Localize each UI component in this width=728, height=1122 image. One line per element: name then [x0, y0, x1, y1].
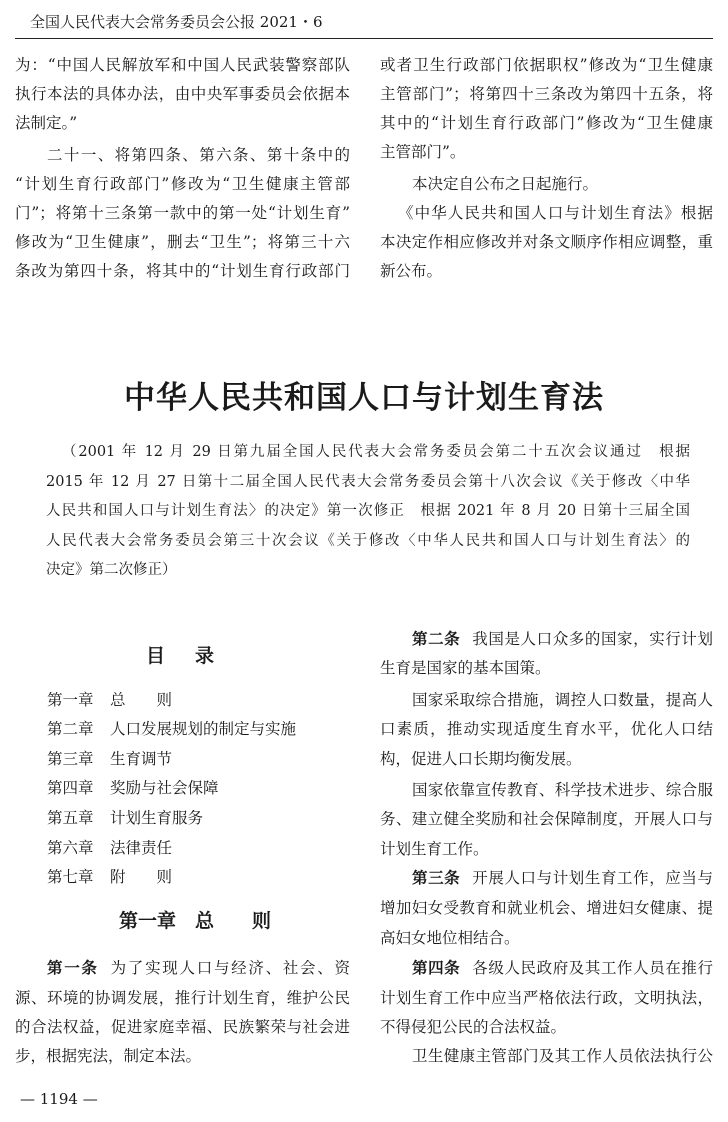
text-line: 或者卫生行政部门依据职权”修改为“卫生健康 — [380, 56, 713, 74]
article-line: 国家采取综合措施，调控人口数量，提高人 — [412, 691, 713, 709]
article-line: 构，促进人口长期均衡发展。 — [380, 750, 582, 768]
article-line — [412, 956, 713, 980]
toc-chapter: 第三章 — [47, 750, 94, 768]
article-line — [47, 956, 350, 980]
toc-title: 奖励与社会保障 — [110, 779, 219, 797]
article-line: 不得侵犯公民的合法权益。 — [380, 1018, 567, 1036]
text-line: 主管部门”。 — [380, 143, 466, 161]
header-rule — [15, 38, 713, 39]
subtitle-line: 2015 年 12 月 27 日第十二届全国人民代表大会常务委员会第十八次会议《关于修改〈中华 — [46, 474, 690, 490]
article-text: 各级人民政府及其工作人员在推行 — [472, 959, 713, 977]
article-text: 开展人口与计划生育工作，应当与 — [472, 869, 713, 887]
text-line: 本决定自公布之日起施行。 — [412, 175, 599, 193]
text-line: “计划生育行政部门”修改为“卫生健康主管部 — [15, 175, 350, 193]
article-label: 第二条 — [412, 630, 461, 648]
text-line: 《中华人民共和国人口与计划生育法》根据 — [398, 204, 713, 222]
article-line: 高妇女地位相结合。 — [380, 929, 520, 947]
text-line: 门”；将第十三条第一款中的第一处“计划生育” — [15, 204, 350, 222]
toc-title: 人口发展规划的制定与实施 — [110, 720, 297, 738]
toc-chapter: 第二章 — [47, 720, 94, 738]
text-line: 条改为第四十条，将其中的“计划生育行政部门 — [15, 262, 350, 280]
toc-chapter: 第五章 — [47, 809, 94, 827]
toc-item — [47, 747, 172, 771]
article-line: 口素质，推动实现适度生育水平，优化人口结 — [380, 720, 713, 738]
article-label: 第一条 — [47, 959, 99, 977]
article-line — [412, 866, 713, 890]
toc-title: 生育调节 — [110, 750, 173, 768]
article-line: 增加妇女受教育和就业机会、增进妇女健康、提 — [380, 899, 713, 917]
text-line: 为：“中国人民解放军和中国人民武装警察部队 — [15, 56, 350, 74]
subtitle-line: 人民共和国人口与计划生育法〉的决定》第一次修正 根据 2021 年 8 月 20 日第十三届全国 — [46, 503, 690, 519]
toc-title: 计划生育服务 — [110, 809, 204, 827]
article-line: 务、建立健全奖励和社会保障制度，开展人口与 — [380, 810, 713, 828]
chapter-heading: 第一章 总 则 — [118, 910, 271, 932]
subtitle-line: 人民代表大会常务委员会第三十次会议《关于修改〈中华人民共和国人口与计划生育法〉的 — [46, 533, 690, 549]
toc-heading: 目录 — [145, 645, 244, 667]
toc-item — [47, 865, 172, 889]
toc-item — [47, 717, 296, 741]
toc-item — [47, 806, 203, 830]
law-title: 中华人民共和国人口与计划生育法 — [124, 380, 604, 416]
toc-title: 法律责任 — [110, 839, 173, 857]
subtitle-line: 决定》第二次修正） — [46, 562, 177, 578]
text-line: 法制定。” — [15, 114, 78, 132]
text-line: 其中的“计划生育行政部门”修改为“卫生健康 — [380, 114, 713, 132]
page-number: — 1194 — — [20, 1090, 98, 1108]
text-line: 新公布。 — [380, 262, 443, 280]
article-label: 第三条 — [412, 869, 461, 887]
article-line: 步，根据宪法，制定本法。 — [15, 1047, 202, 1065]
article-line: 计划生育工作。 — [380, 840, 489, 858]
toc-title: 附 则 — [110, 868, 173, 886]
article-line: 的合法权益，促进家庭幸福、民族繁荣与社会进 — [15, 1018, 350, 1036]
article-text: 为了实现人口与经济、社会、资 — [110, 959, 350, 977]
toc-title: 总 则 — [110, 691, 173, 709]
journal-header: 全国人民代表大会常务委员会公报 2021・6 — [30, 13, 323, 31]
text-line: 主管部门”；将第四十三条改为第四十五条，将 — [380, 85, 713, 103]
toc-chapter: 第四章 — [47, 779, 94, 797]
text-line: 执行本法的具体办法，由中央军事委员会依据本 — [15, 85, 350, 103]
article-line: 卫生健康主管部门及其工作人员依法执行公 — [412, 1047, 713, 1065]
text-line: 二十一、将第四条、第六条、第十条中的 — [47, 146, 350, 164]
subtitle-line: （2001 年 12 月 29 日第九届全国人民代表大会常务委员会第二十五次会议通过 根据 — [62, 444, 690, 460]
article-text: 我国是人口众多的国家，实行计划 — [472, 630, 713, 648]
toc-item — [47, 688, 172, 712]
article-line: 国家依靠宣传教育、科学技术进步、综合服 — [412, 781, 713, 799]
text-line: 本决定作相应修改并对条文顺序作相应调整，重 — [380, 233, 713, 251]
article-label: 第四条 — [412, 959, 461, 977]
text-line: 修改为“卫生健康”，删去“卫生”；将第三十六 — [15, 233, 350, 251]
toc-item — [47, 776, 219, 800]
article-line: 源、环境的协调发展，推行计划生育，维护公民 — [15, 989, 350, 1007]
toc-chapter: 第六章 — [47, 839, 94, 857]
article-line: 生育是国家的基本国策。 — [380, 659, 551, 677]
toc-item — [47, 836, 172, 860]
toc-chapter: 第一章 — [47, 691, 94, 709]
article-line — [412, 627, 713, 651]
article-line: 计划生育工作中应当严格依法行政，文明执法， — [380, 989, 713, 1007]
toc-chapter: 第七章 — [47, 868, 94, 886]
